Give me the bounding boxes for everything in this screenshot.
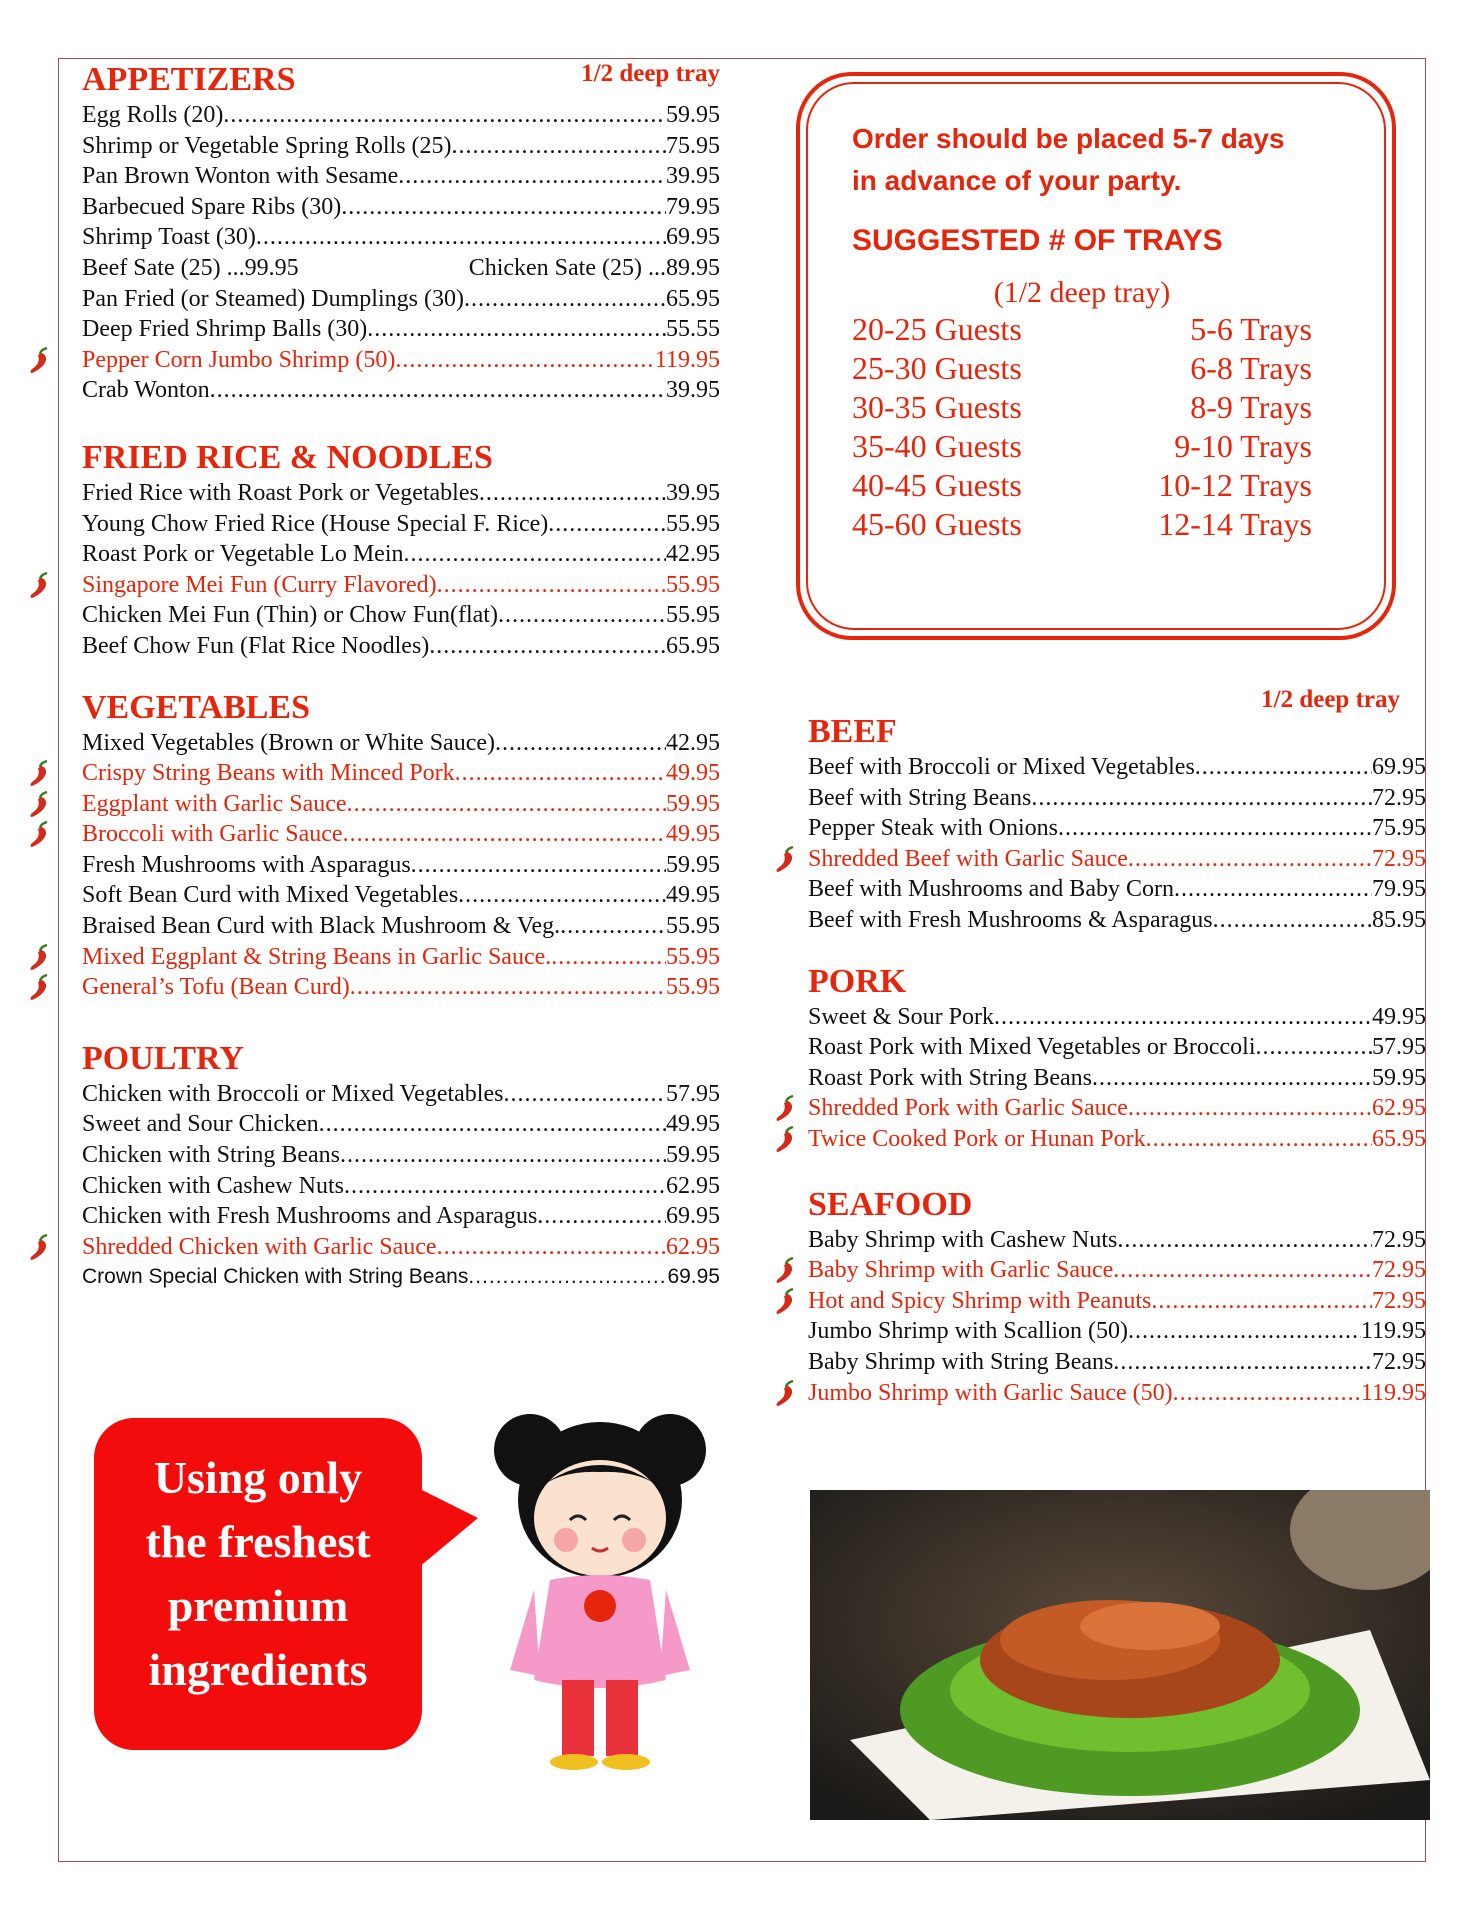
dot-leader [1146,1124,1372,1155]
menu-item [808,1316,1426,1347]
chili-pepper-icon [26,791,52,819]
tray-suggestion-row [852,505,1312,544]
chili-pepper-icon [772,846,798,874]
menu-item [82,375,720,406]
menu-item-name: Beef with String Beans [808,784,1032,811]
dot-leader [411,850,666,881]
menu-item-price: 55.95 [666,602,720,629]
menu-item-name: Roast Pork with Mixed Vegetables or Broccoli [808,1034,1256,1061]
menu-item-name: Shredded Pork with Garlic Sauce [808,1095,1128,1122]
menu-item-price: 69.95 [667,1265,720,1289]
menu-item [808,874,1426,905]
chili-pepper-icon [26,974,52,1002]
menu-item-price: 119.95 [1360,1379,1426,1406]
dot-leader [367,314,666,345]
bubble-line: Using only [153,1452,363,1503]
dot-leader [1092,1063,1372,1094]
order-info-content [852,118,1312,544]
menu-item [82,1262,720,1293]
dot-leader [1195,752,1372,783]
menu-item-price: 57.95 [666,1080,720,1107]
menu-item-name: Fried Rice with Roast Pork or Vegetables [82,479,479,506]
dot-leader [429,631,666,662]
tray-suggestion-row [852,388,1312,427]
menu-item-name: Beef with Mushrooms and Baby Corn [808,876,1174,903]
menu-item-price: 42.95 [666,541,720,568]
dot-leader [1174,874,1372,905]
menu-item-name: Young Chow Fried Rice (House Special F. Rice) [82,510,549,537]
menu-item-name: Twice Cooked Pork or Hunan Pork [808,1125,1146,1152]
right-column [808,686,1426,1408]
menu-item [82,1079,720,1110]
tray-count: 10-12 Trays [1158,467,1312,503]
dot-leader [1058,813,1372,844]
menu-list [82,284,720,406]
tray-suggestion-row [852,310,1312,349]
dot-leader [256,222,666,253]
menu-item [82,1140,720,1171]
order-message-line1: Order should be placed 5-7 days [852,123,1285,154]
dot-leader [350,972,666,1003]
menu-item [82,600,720,631]
menu-item-price: 72.95 [1372,1287,1426,1314]
menu-list [808,1225,1426,1409]
dot-leader [437,570,666,601]
menu-item-price: 65.95 [666,285,720,312]
menu-item-name: Beef Chow Fun (Flat Rice Noodles) [82,632,430,659]
chili-pepper-icon [772,1288,798,1316]
menu-item-price: 69.95 [1372,754,1426,780]
menu-item [82,758,720,789]
menu-item [808,1347,1426,1378]
menu-item-name: Soft Bean Curd with Mixed Vegetables [82,882,459,909]
dot-leader [1128,844,1372,875]
menu-item [82,972,720,1003]
poultry-section [82,1039,720,1293]
menu-item-name: Sweet & Sour Pork [808,1003,994,1030]
menu-item [82,131,720,162]
menu-item [82,728,720,759]
dot-leader [347,789,666,820]
dot-leader [1113,1347,1372,1378]
menu-item-price: 55.95 [666,943,720,970]
menu-item-price: 79.95 [1372,876,1426,903]
menu-item [808,813,1426,844]
menu-list [82,1079,720,1293]
menu-item [82,570,720,601]
guest-count: 35-40 Guests [852,428,1022,464]
chili-pepper-icon [26,1234,52,1262]
left-column [82,60,720,1293]
menu-item-name: Eggplant with Garlic Sauce [82,790,347,817]
dot-leader [464,284,666,315]
chili-pepper-icon [26,347,52,375]
menu-item [82,631,720,662]
dot-leader [468,1262,667,1293]
menu-list [808,752,1426,936]
dot-leader [455,758,666,789]
menu-item [82,789,720,820]
dot-leader [548,509,666,540]
menu-item-price: 55.95 [666,510,720,537]
section-title-pork: PORK [808,962,907,1000]
menu-item [82,345,720,376]
menu-item-price: 62.95 [666,1233,720,1260]
menu-item-name: Mixed Eggplant & String Beans in Garlic Sauce. [82,943,552,970]
menu-item [82,509,720,540]
chili-pepper-icon [26,821,52,849]
menu-item [82,942,720,973]
menu-item-name: Jumbo Shrimp with Garlic Sauce (50) [808,1379,1173,1406]
menu-item-name: Beef with Broccoli or Mixed Vegetables [808,754,1195,780]
section-title-poultry: POULTRY [82,1039,244,1077]
menu-item-name: Barbecued Spare Ribs (30) [82,193,342,220]
chili-pepper-icon [772,1126,798,1154]
order-info-box [796,72,1396,640]
tray-count: 12-14 Trays [1158,506,1312,542]
dot-leader [1031,783,1372,814]
menu-list [82,100,720,253]
menu-item [82,192,720,223]
bubble-line: ingredients [148,1644,368,1695]
menu-item-price: 79.95 [666,193,720,220]
menu-item [808,1002,1426,1033]
dot-leader [404,539,666,570]
menu-item-name: Shredded Chicken with Garlic Sauce [82,1233,437,1260]
chili-pepper-icon [772,1095,798,1123]
menu-item-name: Baby Shrimp with Garlic Sauce [808,1257,1114,1284]
vegetables-section [82,688,720,1003]
menu-item-name: Mixed Vegetables (Brown or White Sauce) [82,729,496,756]
beef-sate-item: Beef Sate (25) ...99.95 [82,254,299,281]
tray-suggestion-row [852,349,1312,388]
menu-item-price: 59.95 [1372,1064,1426,1091]
menu-item [82,478,720,509]
section-title-fried-rice: FRIED RICE & NOODLES [82,438,493,476]
menu-item-name: Pepper Corn Jumbo Shrimp (50) [82,346,396,373]
menu-item [808,1063,1426,1094]
bubble-line: premium [167,1580,349,1631]
tray-count: 5-6 Trays [1190,311,1312,347]
menu-item-price: 72.95 [1372,1257,1426,1284]
menu-item-price: 49.95 [1372,1003,1426,1030]
menu-item-name: Beef with Fresh Mushrooms & Asparagus [808,906,1213,933]
menu-item [82,539,720,570]
section-title-vegetables: VEGETABLES [82,688,311,726]
menu-item [82,911,720,942]
menu-item-price: 49.95 [666,882,720,909]
menu-item [82,880,720,911]
section-title-seafood: SEAFOOD [808,1185,973,1223]
seafood-section [808,1185,1426,1409]
guest-count: 45-60 Guests [852,506,1022,542]
dot-leader [319,1109,666,1140]
menu-item [808,844,1426,875]
dot-leader [1213,905,1372,936]
menu-item-name: Baby Shrimp with String Beans [808,1348,1114,1375]
menu-item [808,1378,1426,1409]
menu-list [808,1002,1426,1155]
menu-item [808,1255,1426,1286]
section-title-appetizers: APPETIZERS [82,61,296,98]
menu-item-name: Pan Fried (or Steamed) Dumplings (30) [82,285,464,312]
menu-item [808,783,1426,814]
menu-item-name: Crispy String Beans with Minced Pork [82,760,455,787]
menu-item-price: 65.95 [666,632,720,659]
dot-leader [223,100,666,131]
dot-leader [1151,1286,1372,1317]
tray-suggestion-row [852,466,1312,505]
menu-item [82,1171,720,1202]
menu-item-price: 39.95 [666,163,720,190]
menu-item-price: 69.95 [666,1203,720,1230]
tray-note: 1/2 deep tray [581,60,720,87]
mascot-girl-illustration [470,1380,730,1780]
menu-item [82,1109,720,1140]
menu-item-name: Shrimp Toast (30) [82,224,256,251]
chili-pepper-icon [26,572,52,600]
dot-leader [398,161,666,192]
menu-item-name: Chicken with Broccoli or Mixed Vegetables [82,1080,504,1107]
menu-item-name: Chicken with Cashew Nuts [82,1172,344,1199]
menu-item-price: 119.95 [1360,1318,1426,1345]
suggested-trays-heading: SUGGESTED # OF TRAYS [852,224,1223,257]
menu-item-name: Singapore Mei Fun (Curry Flavored) [82,571,437,598]
menu-item [82,1201,720,1232]
menu-item-price: 59.95 [666,102,720,128]
menu-item [82,850,720,881]
guest-count: 40-45 Guests [852,467,1022,503]
menu-item-name: Egg Rolls (20) [82,102,224,128]
menu-item-name: Jumbo Shrimp with Scallion (50) [808,1318,1128,1345]
menu-item-name: Chicken Mei Fun (Thin) or Chow Fun(flat) [82,602,498,629]
fried-rice-section [82,438,720,662]
menu-item-name: Chicken with Fresh Mushrooms and Asparagus [82,1203,538,1230]
menu-item [808,1225,1426,1256]
dot-leader [479,478,666,509]
dot-leader [1256,1032,1373,1063]
guest-count: 25-30 Guests [852,350,1022,386]
menu-item-price: 72.95 [1372,784,1426,811]
menu-item-name: Crown Special Chicken with String Beans [82,1265,469,1289]
dot-leader [341,192,666,223]
dot-leader [395,345,655,376]
dot-leader [458,880,666,911]
menu-item-name: Baby Shrimp with Cashew Nuts [808,1226,1118,1253]
menu-item-name: Crab Wonton [82,377,210,404]
tray-size-note: (1/2 deep tray) [993,276,1171,309]
menu-item [82,314,720,345]
menu-item-price: 42.95 [666,729,720,756]
dot-leader [343,819,666,850]
dot-leader [503,1079,666,1110]
roast-duck-photo [810,1490,1430,1820]
menu-item [82,100,720,131]
menu-item [82,161,720,192]
menu-item-price: 59.95 [666,851,720,878]
menu-item [808,905,1426,936]
dot-leader [1128,1316,1361,1347]
bubble-line: the freshest [145,1516,371,1567]
menu-item [82,284,720,315]
menu-item-price: 69.95 [666,224,720,251]
menu-item-price: 72.95 [1372,1226,1426,1253]
menu-item-price: 55.95 [666,913,720,940]
tray-note: 1/2 deep tray [1261,686,1400,713]
dot-leader [498,600,666,631]
menu-item [808,752,1426,783]
menu-item-name: Fresh Mushrooms with Asparagus [82,851,411,878]
menu-item [82,1232,720,1263]
tray-count: 6-8 Trays [1190,350,1312,386]
menu-item-name: Shredded Beef with Garlic Sauce [808,845,1128,872]
menu-item [808,1093,1426,1124]
menu-item-name: Deep Fried Shrimp Balls (30) [82,316,368,343]
order-message-line2: in advance of your party. [852,165,1182,196]
dot-leader [994,1002,1372,1033]
tray-count: 9-10 Trays [1174,428,1312,464]
menu-item-price: 39.95 [666,479,720,506]
chili-pepper-icon [772,1257,798,1285]
dot-leader [1113,1255,1372,1286]
menu-item-price: 59.95 [666,790,720,817]
menu-item-name: General’s Tofu (Bean Curd) [82,974,350,1001]
menu-item [808,1124,1426,1155]
chicken-sate-item: Chicken Sate (25) ...89.95 [468,254,720,281]
bubble-text [94,1446,422,1702]
menu-item-price: 65.95 [1372,1125,1426,1152]
menu-item-price: 62.95 [666,1172,720,1199]
section-title-beef: BEEF [808,713,897,750]
menu-item-price: 49.95 [666,1111,720,1138]
dot-leader [210,375,666,406]
menu-item-name: Pepper Steak with Onions [808,815,1058,842]
menu-item-name: Pan Brown Wonton with Sesame [82,163,399,190]
freshness-speech-bubble [94,1418,422,1750]
menu-item-price: 85.95 [1372,906,1426,933]
tray-table [852,310,1312,544]
dot-leader [537,1201,666,1232]
dot-leader [1128,1093,1372,1124]
menu-item-name: Shrimp or Vegetable Spring Rolls (25) [82,132,452,159]
menu-item [82,819,720,850]
menu-item-price: 57.95 [1372,1034,1426,1061]
menu-item-name: Roast Pork or Vegetable Lo Mein [82,541,404,568]
dot-leader [1117,1225,1372,1256]
menu-item-price: 72.95 [1372,845,1426,872]
menu-list [82,478,720,662]
tray-count: 8-9 Trays [1190,389,1312,425]
dot-leader [560,911,666,942]
guest-count: 30-35 Guests [852,389,1022,425]
menu-list [82,728,720,1003]
menu-item-name: Sweet and Sour Chicken [82,1111,319,1138]
menu-item-name: Broccoli with Garlic Sauce [82,821,343,848]
menu-item-name: Hot and Spicy Shrimp with Peanuts [808,1287,1152,1314]
menu-item-price: 49.95 [666,821,720,848]
chili-pepper-icon [26,944,52,972]
menu-item-name: Braised Bean Curd with Black Mushroom & Veg. [82,913,561,940]
appetizers-section [82,60,720,406]
menu-item-price: 75.95 [666,132,720,159]
menu-item-name: Chicken with String Beans [82,1142,340,1169]
chili-pepper-icon [26,760,52,788]
dot-leader [495,728,666,759]
menu-item-price: 55.95 [666,571,720,598]
menu-item-price: 59.95 [666,1142,720,1169]
menu-item-price: 55.95 [666,974,720,1001]
dot-leader [340,1140,666,1171]
dot-leader [437,1232,666,1263]
dot-leader [344,1171,666,1202]
pork-section [808,962,1426,1155]
menu-item-price: 39.95 [666,377,720,404]
chili-pepper-icon [772,1380,798,1408]
tray-suggestion-row [852,427,1312,466]
dot-leader [1173,1378,1361,1409]
guest-count: 20-25 Guests [852,311,1022,347]
menu-item-price: 72.95 [1372,1348,1426,1375]
menu-item-price: 75.95 [1372,815,1426,842]
menu-item-name: Roast Pork with String Beans [808,1064,1093,1091]
dot-leader [551,942,666,973]
menu-item [82,222,720,253]
menu-item-price: 55.55 [666,316,720,343]
menu-item [808,1032,1426,1063]
beef-section [808,686,1426,936]
menu-item-price: 119.95 [654,346,720,373]
sate-row [82,253,720,284]
menu-item-price: 49.95 [666,760,720,787]
menu-item [808,1286,1426,1317]
menu-item-price: 62.95 [1372,1095,1426,1122]
dot-leader [452,131,666,162]
